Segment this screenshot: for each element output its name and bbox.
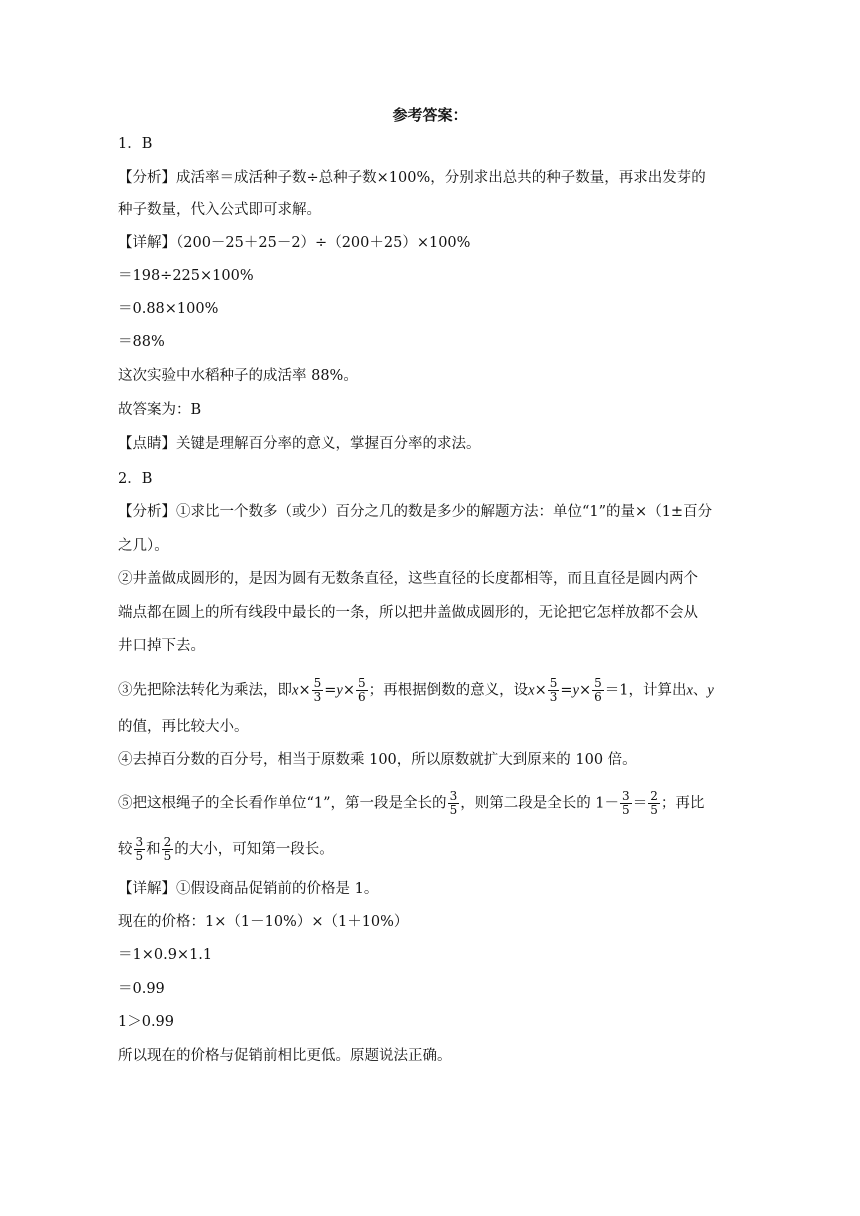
q2-number: 2．B (118, 471, 153, 487)
q1-analysis-line1: 【分析】成活率＝成活种子数÷总种子数×100%，分别求出总共的种子数量，再求出发芽的 (118, 170, 706, 186)
fraction: $\frac{3}{5}$ (449, 789, 458, 817)
q2-analysis3-line2: 的值，再比较大小。 (118, 719, 249, 735)
q1-number: 1．B (118, 136, 153, 152)
fraction: $\frac{3}{5}$ (135, 835, 144, 863)
q1-detail-line1: 【详解】（200－25＋25－2）÷（200＋25）×100% (118, 235, 471, 251)
q1-detail-line4: ＝88% (118, 334, 165, 350)
q2-detail-line3: ＝1×0.9×1.1 (118, 947, 213, 963)
q2-detail-line1: 【详解】①假设商品促销前的价格是 1。 (118, 881, 379, 897)
fraction: $\frac{2}{5}$ (163, 835, 172, 863)
q2-detail-line6: 所以现在的价格与促销前相比更低。原题说法正确。 (118, 1048, 452, 1064)
q2-analysis5-line2: 较 $\frac{3}{5}$ 和 $\frac{2}{5}$ 的大小，可知第一段长。 (118, 835, 334, 863)
fraction: $\frac{5}{6}$ (357, 676, 366, 704)
q1-detail-line2: ＝198÷225×100% (118, 268, 254, 284)
q2-detail-line2: 现在的价格：1×（1－10%）×（1＋10%） (118, 914, 409, 930)
q2-analysis4: ④去掉百分数的百分号，相当于原数乘 100，所以原数就扩大到原来的 100 倍。 (118, 752, 637, 768)
q2-analysis2-line3: 井口掉下去。 (118, 638, 205, 654)
q1-answer: 故答案为：B (118, 402, 202, 418)
q2-analysis2-line1: ②井盖做成圆形的，是因为圆有无数条直径，这些直径的长度都相等，而且直径是圆内两个 (118, 571, 698, 587)
fraction: $\frac{5}{3}$ (313, 676, 322, 704)
fraction: $\frac{5}{3}$ (549, 676, 558, 704)
fraction: $\frac{2}{5}$ (650, 789, 658, 817)
q1-detail-line5: 这次实验中水稻种子的成活率 88%。 (118, 368, 358, 384)
fraction: $\frac{3}{5}$ (622, 789, 630, 817)
q1-comment: 【点睛】关键是理解百分率的意义，掌握百分率的求法。 (118, 436, 481, 452)
q2-detail-line5: 1＞0.99 (118, 1014, 175, 1030)
q1-analysis-line2: 种子数量，代入公式即可求解。 (118, 202, 321, 218)
q2-analysis5-line1: ⑤把这根绳子的全长看作单位“1”，第一段是全长的 $\frac{3}{5}$ ，则第二段是全长的 1－ $\frac{3}{5}$ ＝ $\frac{2}{5}$ ；再比 (118, 789, 705, 817)
q2-analysis1-line2: 之几）。 (118, 538, 169, 554)
q2-analysis2-line2: 端点都在圆上的所有线段中最长的一条，所以把井盖做成圆形的，无论把它怎样放都不会从 (118, 605, 698, 621)
page-title: 参考答案： (392, 106, 468, 124)
q1-detail-line3: ＝0.88×100% (118, 301, 219, 317)
q2-detail-line4: ＝0.99 (118, 981, 165, 997)
fraction: $\frac{5}{6}$ (594, 676, 602, 704)
q2-analysis3-line1: ③先把除法转化为乘法，即x× $\frac{5}{3}$ =y× $\frac{5}{6}$ ；再根据倒数的意义，设x× $\frac{5}{3}$ =y× $\frac{5}{6}$ ＝1，计算出x、y (118, 676, 714, 704)
q2-analysis1-line1: 【分析】①求比一个数多（或少）百分之几的数是多少的解题方法：单位“1”的量×（1±百分 (118, 504, 713, 520)
